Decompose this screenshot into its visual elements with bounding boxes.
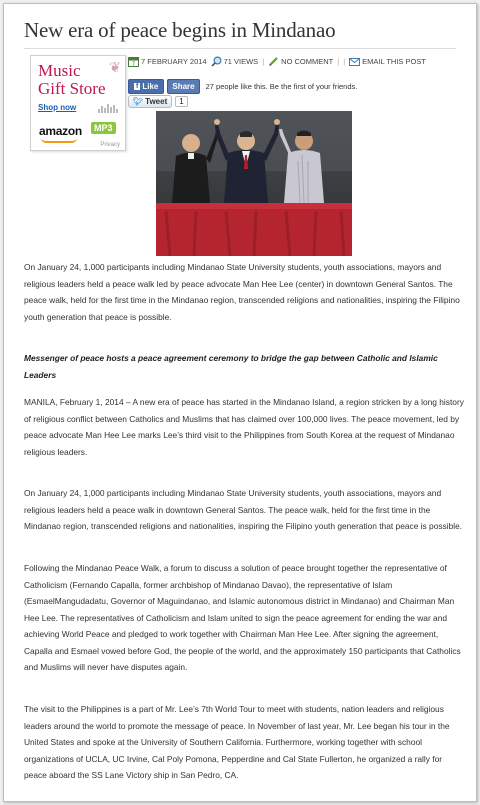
email-post-link[interactable]: EMAIL THIS POST [362, 57, 426, 66]
amazon-music-ad[interactable] [30, 55, 126, 151]
facebook-widget [128, 79, 357, 94]
title-divider [24, 48, 456, 49]
like-count-text: 27 people like this. Be the first of your friends. [205, 82, 358, 91]
article-title[interactable]: New era of peace begins in Mindanao [24, 18, 336, 42]
amazon-logo: amazon [39, 124, 82, 138]
svg-text:7: 7 [132, 61, 135, 67]
swirl-icon: ❦ [109, 59, 121, 75]
meta-separator: | [343, 57, 346, 66]
tweet-button[interactable] [128, 95, 172, 108]
ad-privacy-link[interactable]: Privacy [100, 142, 120, 148]
paragraph-3: On January 24, 1,000 participants including Mindanao State University students, youth associations, mayors and religious leaders held a peace walk in downtown General Santos. The peace walk, held for the first time in the Mindanao region, transcended religions and nationalities, inspiring the Filipino youth generation that peace is possible. [24, 488, 463, 531]
section-subheading: Messenger of peace hosts a peace agreement ceremony to bridge the gap between Catholic and Islamic Leaders [24, 353, 438, 380]
facebook-like-button[interactable] [128, 79, 164, 94]
post-meta [128, 56, 426, 67]
equalizer-icon [98, 104, 118, 113]
post-date: 7 FEBRUARY 2014 [141, 57, 207, 66]
twitter-bird-icon: 🐦︎ [133, 97, 144, 106]
peace-walk-photo-illustration [156, 111, 352, 256]
ad-line-music: Music [38, 61, 81, 80]
paragraph-1: On January 24, 1,000 participants including Mindanao State University students, youth associations, mayors and religious leaders held a peace walk led by peace advocate Man Hee Lee (center) in downtown General Santos. The peace walk, held for the first time in the Mindanao region, transcended religions and nationalities, inspiring the Filipino youth generation that peace is possible. [24, 262, 460, 322]
article-photo [156, 111, 352, 256]
tweet-label: Tweet [145, 97, 168, 106]
tweet-count: 1 [175, 96, 187, 107]
pencil-icon [268, 56, 279, 67]
magnifier-icon [211, 56, 222, 67]
facebook-f-icon: f [136, 83, 139, 90]
comment-link[interactable]: NO COMMENT [281, 57, 334, 66]
facebook-share-button[interactable]: Share [167, 79, 199, 94]
paragraph-5: The visit to the Philippines is a part of Mr. Lee’s 7th World Tour to meet with students, nation leaders and religious leaders around the world to promote the message of peace. In November of last year, Mr. Lee began his tour in the United States and spoke at the University of Southern California. Furthermore, working together with school organizations of UCLA, UC Irvine, Cal Poly Pomona, Pepperdine and Cal State Fullerton, he organized a rally for peace aboard the SS Lane Victory ship in San Pedro, CA. [24, 704, 450, 780]
meta-separator: | [337, 57, 340, 66]
meta-separator: | [262, 57, 265, 66]
envelope-icon [349, 56, 360, 67]
calendar-icon [128, 56, 139, 67]
post-views: 71 VIEWS [223, 57, 259, 66]
twitter-widget [128, 95, 188, 108]
amazon-smile-icon [41, 138, 77, 143]
paragraph-2: MANILA, February 1, 2014 – A new era of peace has started in the Mindanao Island, a region stricken by a long history of religious conflict between Catholics and Muslims that has claimed over 100,000 lives. The peace movement, led by peace advocate Man Hee Lee marks Lee’s third visit to the Philippines from South Korea at the request of Mindanao religious leaders. [24, 397, 464, 457]
mp3-badge: MP3 [91, 122, 116, 134]
ad-shop-now-link[interactable]: Shop now [38, 103, 77, 112]
like-label: Like [142, 82, 159, 91]
article-frame [3, 3, 477, 802]
ad-line-gift-store: Gift Store [38, 79, 106, 98]
paragraph-4: Following the Mindanao Peace Walk, a forum to discuss a solution of peace brought together the representative of Catholicism (Fernando Capalla, former archbishop of Mindanao Davao), the representative of Islam (EsmaelMangudadatu, Governor of Maguindanao, and Islamic autonomous district in Mindanao) and Chairman Man Hee Lee. The representatives of Catholicism and Islam united to sign the peace agreement for ending the war and achieving World Peace and pledged to work together with Chairman Man Hee Lee. After signing the agreement, Capalla and Esmael vowed before God, the people of the world, and the approximately 150 participants that Catholics and Muslims will never have disputes again. [24, 563, 461, 672]
